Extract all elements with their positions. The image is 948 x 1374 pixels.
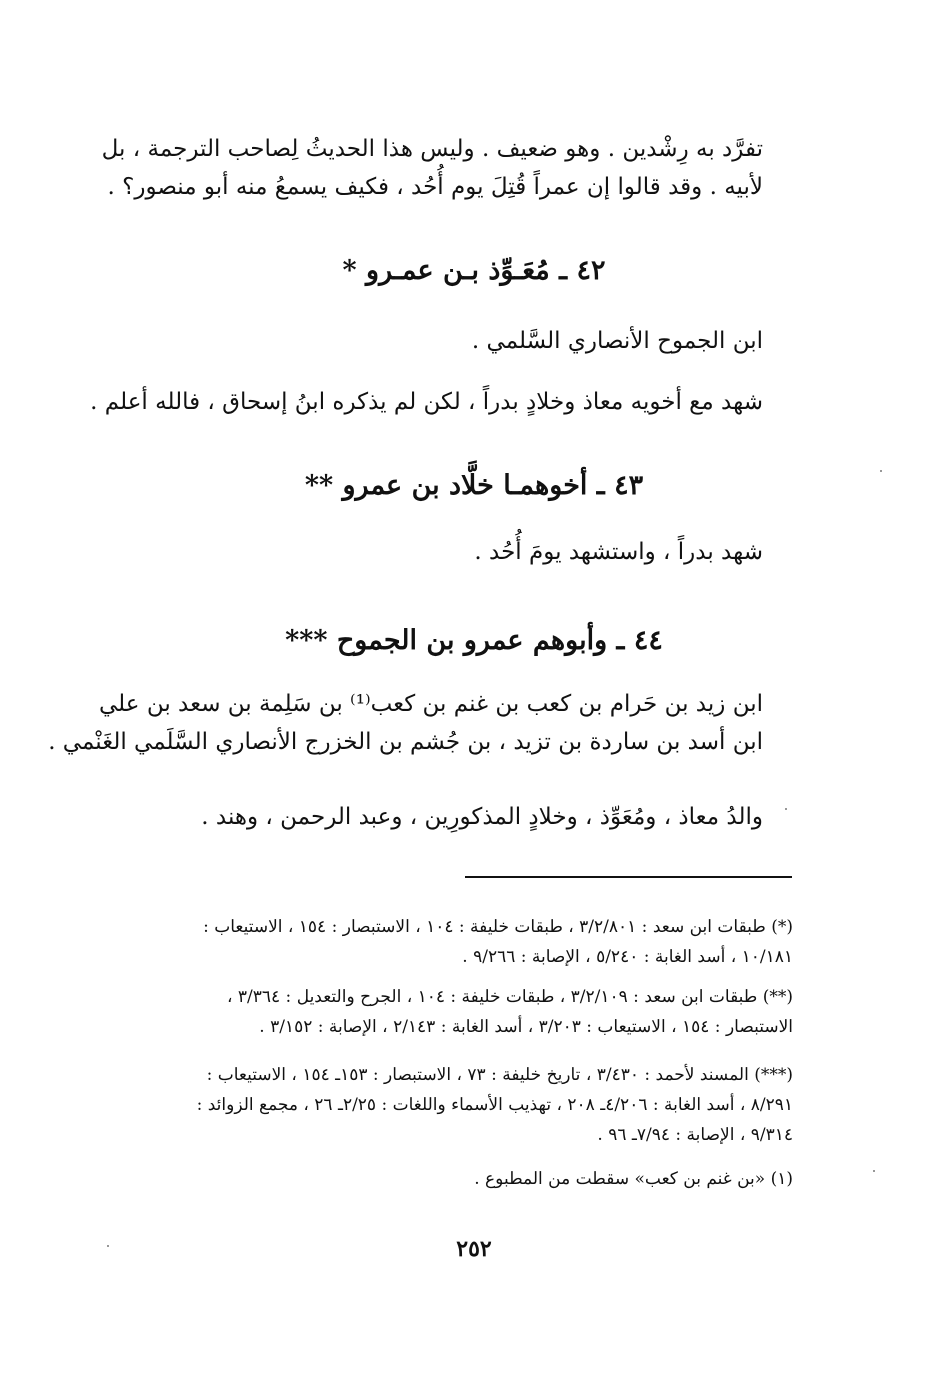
scan-speck: [873, 1170, 875, 1172]
footnote-3-line-2: ٨/٢٩١ ، أسد الغابة : ٤/٢٠٦ـ ٢٠٨ ، تهذيب الأسماء واللغات : ٢/٢٥ـ ٢٦ ، مجمع الزوائد :: [196, 1095, 793, 1115]
footnote-2-line-2: الاستبصار : ١٥٤ ، الاستيعاب : ٣/٢٠٣ ، أسد الغابة : ٢/١٤٣ ، الإصابة : ٣/١٥٢ .: [259, 1017, 793, 1037]
page-number: ٢٥٢: [456, 1236, 492, 1262]
scan-speck: [880, 470, 882, 472]
entry-43-text: [130, 533, 763, 571]
entry-44-line-1: ابن زيد بن حَرام بن كعب بن غنم بن كعب⁽¹⁾ بن سَلِمة بن سعد بن علي: [99, 691, 763, 717]
entry-44-lineage: [48, 685, 763, 761]
footnote-2: [128, 982, 793, 1042]
footnote-3: [128, 1060, 793, 1150]
footnote-1-line-2: ١٠/١٨١ ، أسد الغابة : ٥/٢٤٠ ، الإصابة : ٩/٢٦٦ .: [462, 947, 793, 967]
entry-44-children: [130, 798, 763, 836]
footnote-1-line-1: (*) طبقات ابن سعد : ٣/٢/٨٠١ ، طبقات خليفة : ١٠٤ ، الاستبصار : ١٥٤ ، الاستيعاب :: [203, 917, 793, 937]
entry-44-line-3: والدُ معاذ ، ومُعَوِّذ ، وخلادٍ المذكورِين ، وعبد الرحمن ، وهند .: [201, 804, 763, 830]
scan-speck: [107, 1245, 109, 1247]
entry-43-heading: ٤٣ ـ أخوهمـا خلَّاد بن عمرو **: [304, 470, 644, 501]
entry-43-line-1: شهد بدراً ، واستشهد يومَ أُحُد .: [474, 539, 763, 565]
footnote-3-line-3: ٩/٣١٤ ، الإصابة : ٧/٩٤ـ ٩٦ .: [597, 1125, 793, 1145]
footnote-3-line-1: (***) المسند لأحمد : ٣/٤٣٠ ، تاريخ خليفة : ٧٣ ، الاستبصار : ١٥٣ـ ١٥٤ ، الاستيعاب :: [206, 1065, 793, 1085]
footnote-4-line-1: (١) «بن غنم بن كعب» سقطت من المطبوع .: [474, 1169, 793, 1189]
entry-44-line-2: ابن أسد بن ساردة بن تزيد ، بن جُشم بن الخزرج الأنصاري السَّلَمي الغَنْمي .: [48, 729, 763, 755]
footnote-2-line-1: (**) طبقات ابن سعد : ٣/٢/١٠٩ ، طبقات خليفة : ١٠٤ ، الجرح والتعديل : ٣/٣٦٤ ،: [227, 987, 793, 1007]
intro-line-2: لأبيه . وقد قالوا إن عمراً قُتِلَ يوم أُحُد ، فكيف يسمعُ منه أبو منصور؟ .: [107, 174, 763, 200]
footnote-separator: [465, 876, 792, 878]
entry-42-heading: ٤٢ ـ مُعَـوِّذ بـن عمـرو *: [342, 255, 606, 286]
entry-42-lineage: [130, 322, 763, 360]
entry-42-line-2: شهد مع أخويه معاذ وخلادٍ بدراً ، لكن لم يذكره ابنُ إسحاق ، فالله أعلم .: [90, 389, 763, 415]
footnote-4: [128, 1164, 793, 1194]
scan-speck: [785, 808, 787, 810]
intro-line-1: تفرَّد به رِشْدين . وهو ضعيف . وليس هذا الحديثُ لِصاحب الترجمة ، بل: [101, 136, 763, 162]
intro-paragraph: [101, 130, 763, 206]
footnote-1: [128, 912, 793, 972]
entry-42-text: [90, 383, 763, 421]
entry-42-line-1: ابن الجموح الأنصاري السَّلمي .: [471, 328, 763, 354]
entry-44-heading: ٤٤ ـ وأبوهم عمرو بن الجموح ***: [285, 625, 663, 656]
